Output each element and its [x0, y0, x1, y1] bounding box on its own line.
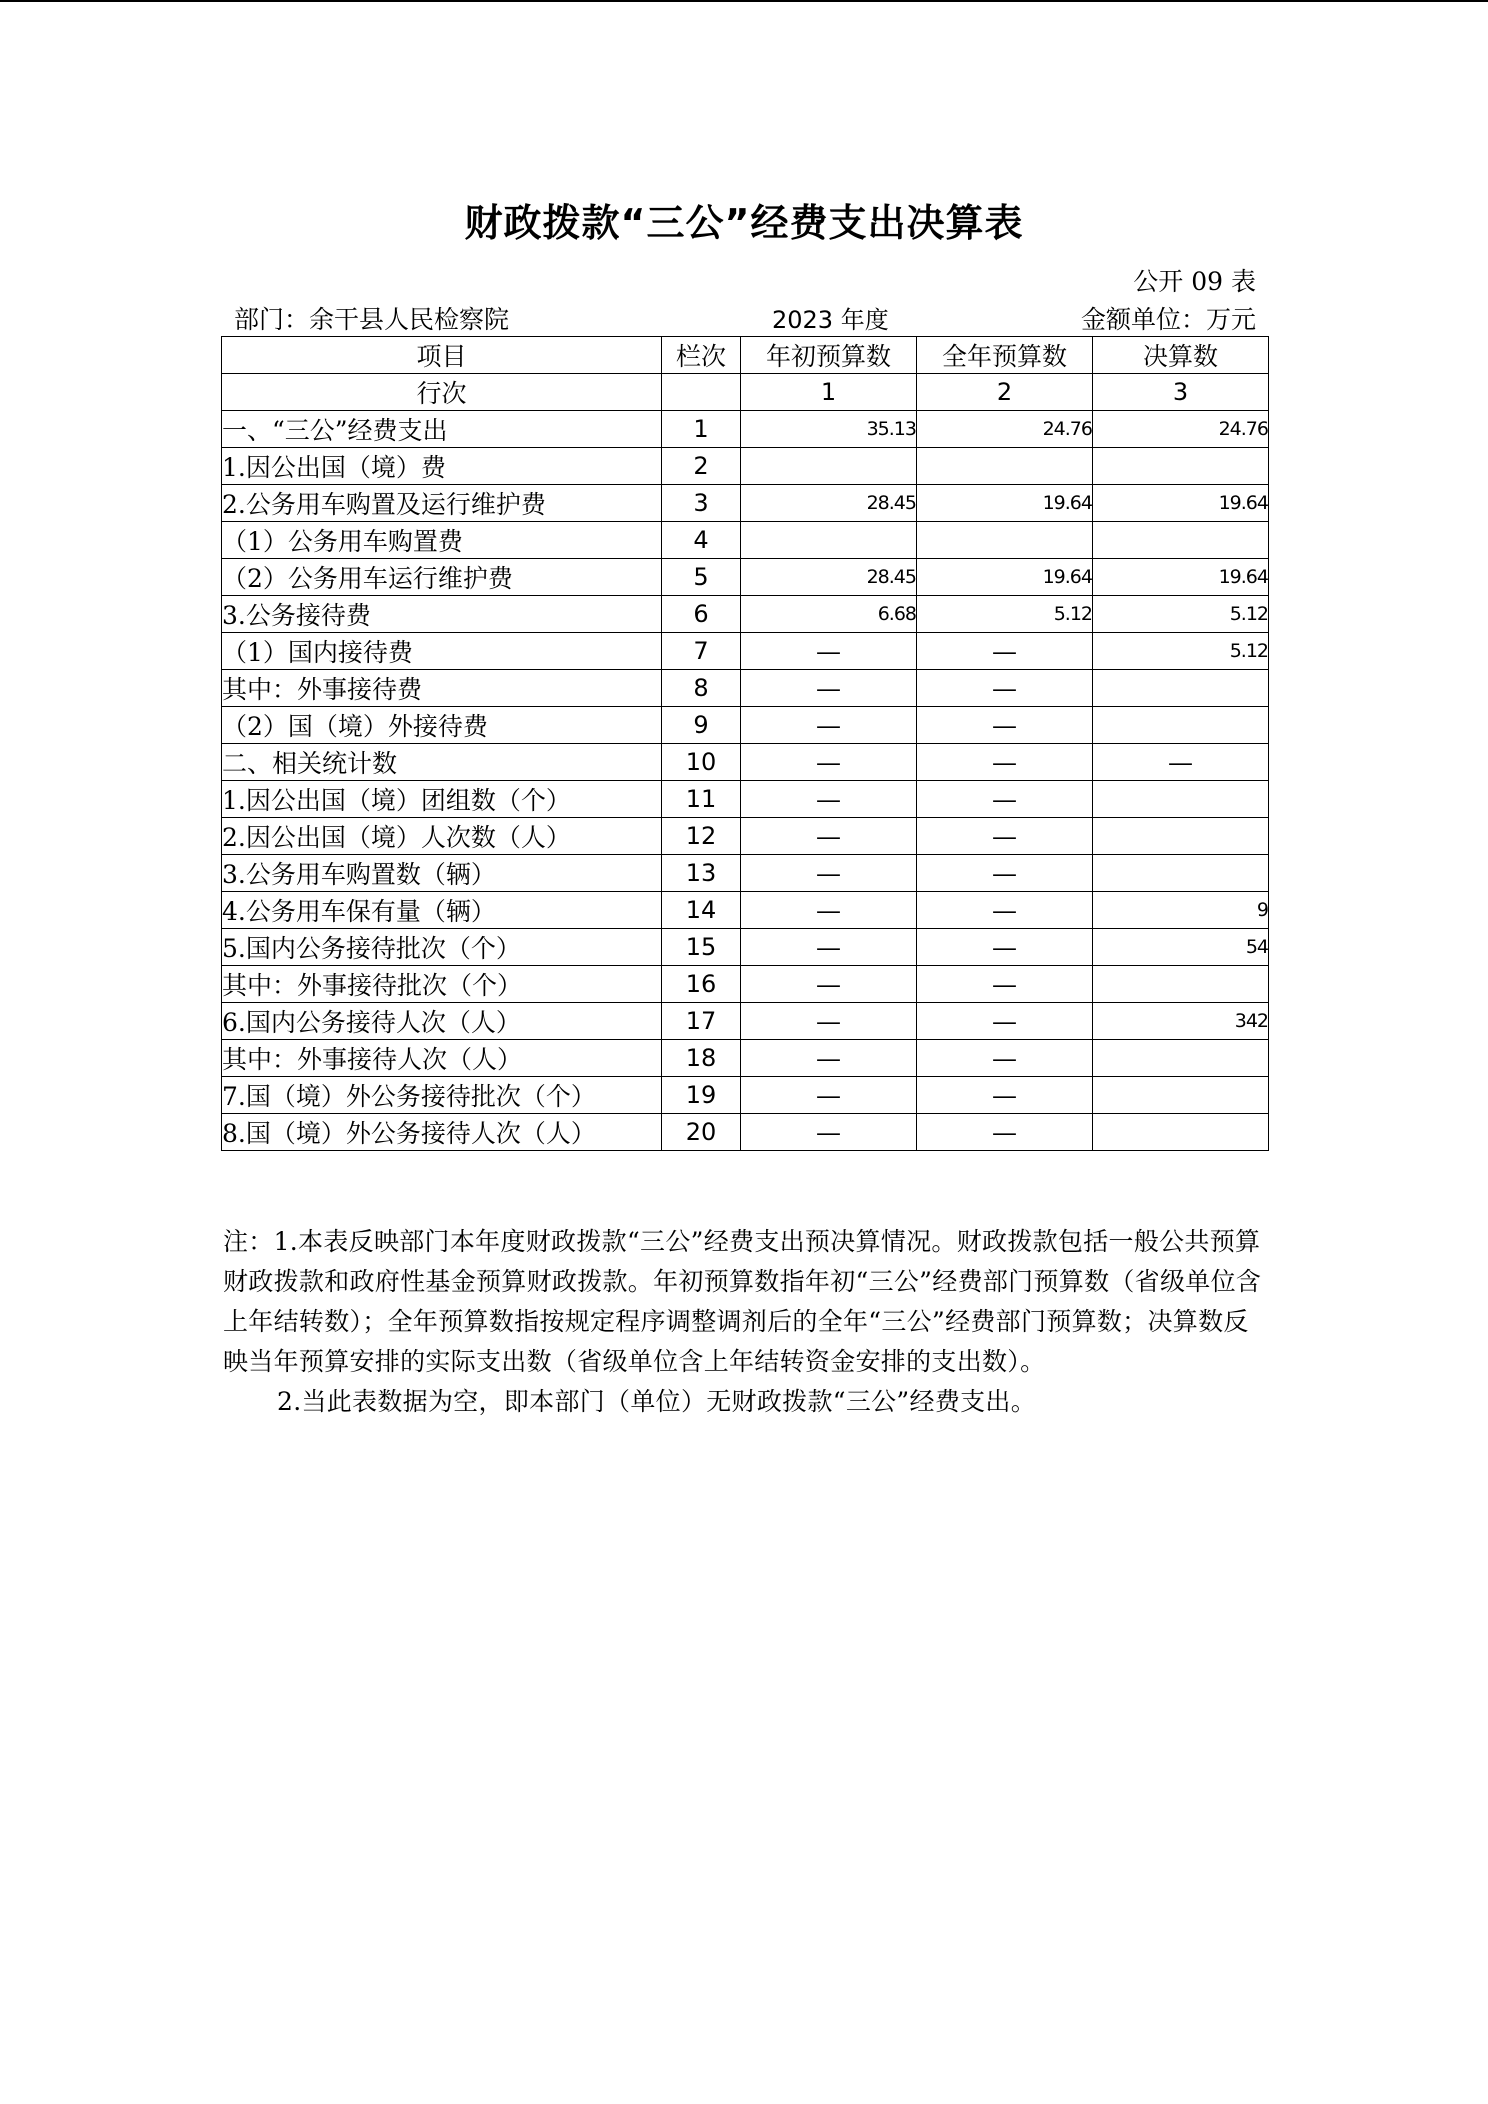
- note-2: 2.当此表数据为空，即本部门（单位）无财政拨款“三公”经费支出。: [277, 1387, 1037, 1416]
- row-column-no: 1: [662, 411, 741, 448]
- row-column-no: 17: [662, 1003, 741, 1040]
- row-item-label: 2.因公出国（境）人次数（人）: [222, 818, 662, 855]
- table-row: [222, 1077, 1269, 1114]
- row-full-year-budget-value: —: [917, 818, 1093, 855]
- table-row: [222, 744, 1269, 781]
- row-full-year-budget-value: —: [917, 966, 1093, 1003]
- row-initial-budget-value: —: [741, 1077, 917, 1114]
- row-final-account-value: [1093, 781, 1269, 818]
- table-row: [222, 411, 1269, 448]
- row-initial-budget-value: —: [741, 744, 917, 781]
- row-initial-budget-value: —: [741, 1114, 917, 1151]
- table-row: [222, 485, 1269, 522]
- row-item-label: 其中：外事接待费: [222, 670, 662, 707]
- form-number: 公开 09 表: [1133, 267, 1256, 296]
- note-1: 注：1.本表反映部门本年度财政拨款“三公”经费支出预决算情况。财政拨款包括一般公共预算财政拨款和政府性基金预算财政拨款。年初预算数指年初“三公”经费部门预算数（省级单位含上年结转数）；全年预算数指按规定程序调整调剂后的全年“三公”经费部门预算数；决算数反映当年预算安排的实际支出数（省级单位含上年结转资金安排的支出数）。: [223, 1227, 1262, 1376]
- row-column-no: 8: [662, 670, 741, 707]
- row-final-account-value: 19.64: [1093, 559, 1269, 596]
- row-item-label: 1.因公出国（境）费: [222, 448, 662, 485]
- row-full-year-budget-value: 19.64: [917, 559, 1093, 596]
- row-final-account-value: [1093, 1114, 1269, 1151]
- row-initial-budget-value: 35.13: [741, 411, 917, 448]
- row-initial-budget-value: —: [741, 1003, 917, 1040]
- table-row: [222, 818, 1269, 855]
- header-final-account: 决算数: [1093, 337, 1269, 374]
- row-final-account-value: 5.12: [1093, 633, 1269, 670]
- row-initial-budget-value: —: [741, 633, 917, 670]
- department-label: 部门：余干县人民检察院: [234, 305, 510, 334]
- row-initial-budget-value: [741, 448, 917, 485]
- table-row: [222, 559, 1269, 596]
- table-row: [222, 448, 1269, 485]
- row-column-no: 4: [662, 522, 741, 559]
- table-row: [222, 596, 1269, 633]
- row-initial-budget-value: —: [741, 670, 917, 707]
- row-final-account-value: 9: [1093, 892, 1269, 929]
- row-final-account-value: [1093, 1077, 1269, 1114]
- table-row: [222, 929, 1269, 966]
- table-subheader-row: [222, 374, 1269, 411]
- table-row: [222, 1003, 1269, 1040]
- table-row: [222, 855, 1269, 892]
- row-column-no: 15: [662, 929, 741, 966]
- row-final-account-value: 5.12: [1093, 596, 1269, 633]
- row-full-year-budget-value: 24.76: [917, 411, 1093, 448]
- table-row: [222, 781, 1269, 818]
- row-final-account-value: 54: [1093, 929, 1269, 966]
- row-initial-budget-value: —: [741, 1040, 917, 1077]
- table-row: [222, 633, 1269, 670]
- subheader-col-3: 3: [1093, 374, 1269, 411]
- row-column-no: 20: [662, 1114, 741, 1151]
- row-column-no: 2: [662, 448, 741, 485]
- row-final-account-value: [1093, 522, 1269, 559]
- row-final-account-value: [1093, 448, 1269, 485]
- row-full-year-budget-value: —: [917, 855, 1093, 892]
- row-final-account-value: 19.64: [1093, 485, 1269, 522]
- table-row: [222, 670, 1269, 707]
- row-full-year-budget-value: 5.12: [917, 596, 1093, 633]
- header-column-no: 栏次: [662, 337, 741, 374]
- row-full-year-budget-value: —: [917, 744, 1093, 781]
- row-initial-budget-value: 28.45: [741, 485, 917, 522]
- row-full-year-budget-value: —: [917, 929, 1093, 966]
- row-final-account-value: [1093, 855, 1269, 892]
- row-final-account-value: 24.76: [1093, 411, 1269, 448]
- row-final-account-value: —: [1093, 744, 1269, 781]
- row-final-account-value: [1093, 670, 1269, 707]
- row-item-label: 3.公务接待费: [222, 596, 662, 633]
- row-final-account-value: [1093, 707, 1269, 744]
- row-initial-budget-value: —: [741, 818, 917, 855]
- row-item-label: 5.国内公务接待批次（个）: [222, 929, 662, 966]
- row-item-label: 2.公务用车购置及运行维护费: [222, 485, 662, 522]
- meta-row: [232, 300, 1256, 334]
- row-item-label: 一、“三公”经费支出: [222, 411, 662, 448]
- row-item-label: （1）国内接待费: [222, 633, 662, 670]
- row-initial-budget-value: —: [741, 966, 917, 1003]
- row-item-label: 1.因公出国（境）团组数（个）: [222, 781, 662, 818]
- header-full-year-budget: 全年预算数: [917, 337, 1093, 374]
- row-item-label: 8.国（境）外公务接待人次（人）: [222, 1114, 662, 1151]
- row-full-year-budget-value: —: [917, 1077, 1093, 1114]
- row-item-label: 6.国内公务接待人次（人）: [222, 1003, 662, 1040]
- row-initial-budget-value: —: [741, 929, 917, 966]
- row-full-year-budget-value: [917, 522, 1093, 559]
- row-column-no: 5: [662, 559, 741, 596]
- page-title: 财政拨款“三公”经费支出决算表: [464, 201, 1024, 245]
- table-row: [222, 1114, 1269, 1151]
- notes: [223, 1222, 1265, 1422]
- row-initial-budget-value: —: [741, 781, 917, 818]
- row-initial-budget-value: [741, 522, 917, 559]
- subheader-row-label: 行次: [222, 374, 662, 411]
- table-row: [222, 707, 1269, 744]
- header-initial-budget: 年初预算数: [741, 337, 917, 374]
- row-column-no: 7: [662, 633, 741, 670]
- row-column-no: 9: [662, 707, 741, 744]
- row-item-label: 7.国（境）外公务接待批次（个）: [222, 1077, 662, 1114]
- row-full-year-budget-value: —: [917, 633, 1093, 670]
- row-column-no: 3: [662, 485, 741, 522]
- row-column-no: 14: [662, 892, 741, 929]
- row-final-account-value: [1093, 818, 1269, 855]
- row-item-label: 二、相关统计数: [222, 744, 662, 781]
- row-full-year-budget-value: —: [917, 1114, 1093, 1151]
- row-column-no: 16: [662, 966, 741, 1003]
- row-column-no: 13: [662, 855, 741, 892]
- table-row: [222, 1040, 1269, 1077]
- header-item: 项目: [222, 337, 662, 374]
- three-public-expense-table: [221, 336, 1269, 1151]
- row-item-label: 4.公务用车保有量（辆）: [222, 892, 662, 929]
- row-full-year-budget-value: —: [917, 707, 1093, 744]
- row-full-year-budget-value: —: [917, 781, 1093, 818]
- row-final-account-value: [1093, 1040, 1269, 1077]
- row-item-label: （2）公务用车运行维护费: [222, 559, 662, 596]
- row-full-year-budget-value: 19.64: [917, 485, 1093, 522]
- row-final-account-value: 342: [1093, 1003, 1269, 1040]
- page-top-border: [0, 0, 1488, 2]
- table-row: [222, 966, 1269, 1003]
- row-column-no: 6: [662, 596, 741, 633]
- row-item-label: （2）国（境）外接待费: [222, 707, 662, 744]
- subheader-blank: [662, 374, 741, 411]
- row-full-year-budget-value: —: [917, 670, 1093, 707]
- row-full-year-budget-value: —: [917, 892, 1093, 929]
- row-initial-budget-value: 28.45: [741, 559, 917, 596]
- row-column-no: 18: [662, 1040, 741, 1077]
- row-column-no: 12: [662, 818, 741, 855]
- row-item-label: 其中：外事接待批次（个）: [222, 966, 662, 1003]
- table-row: [222, 892, 1269, 929]
- row-full-year-budget-value: [917, 448, 1093, 485]
- row-initial-budget-value: —: [741, 707, 917, 744]
- subheader-col-2: 2: [917, 374, 1093, 411]
- row-item-label: 3.公务用车购置数（辆）: [222, 855, 662, 892]
- subheader-col-1: 1: [741, 374, 917, 411]
- row-initial-budget-value: 6.68: [741, 596, 917, 633]
- row-initial-budget-value: —: [741, 892, 917, 929]
- row-full-year-budget-value: —: [917, 1040, 1093, 1077]
- row-full-year-budget-value: —: [917, 1003, 1093, 1040]
- row-column-no: 10: [662, 744, 741, 781]
- fiscal-year: 2023 年度: [772, 306, 889, 334]
- amount-unit: 金额单位：万元: [1080, 305, 1256, 334]
- row-column-no: 19: [662, 1077, 741, 1114]
- row-initial-budget-value: —: [741, 855, 917, 892]
- row-item-label: 其中：外事接待人次（人）: [222, 1040, 662, 1077]
- row-final-account-value: [1093, 966, 1269, 1003]
- table-header-row: [222, 337, 1269, 374]
- row-column-no: 11: [662, 781, 741, 818]
- row-item-label: （1）公务用车购置费: [222, 522, 662, 559]
- table-row: [222, 522, 1269, 559]
